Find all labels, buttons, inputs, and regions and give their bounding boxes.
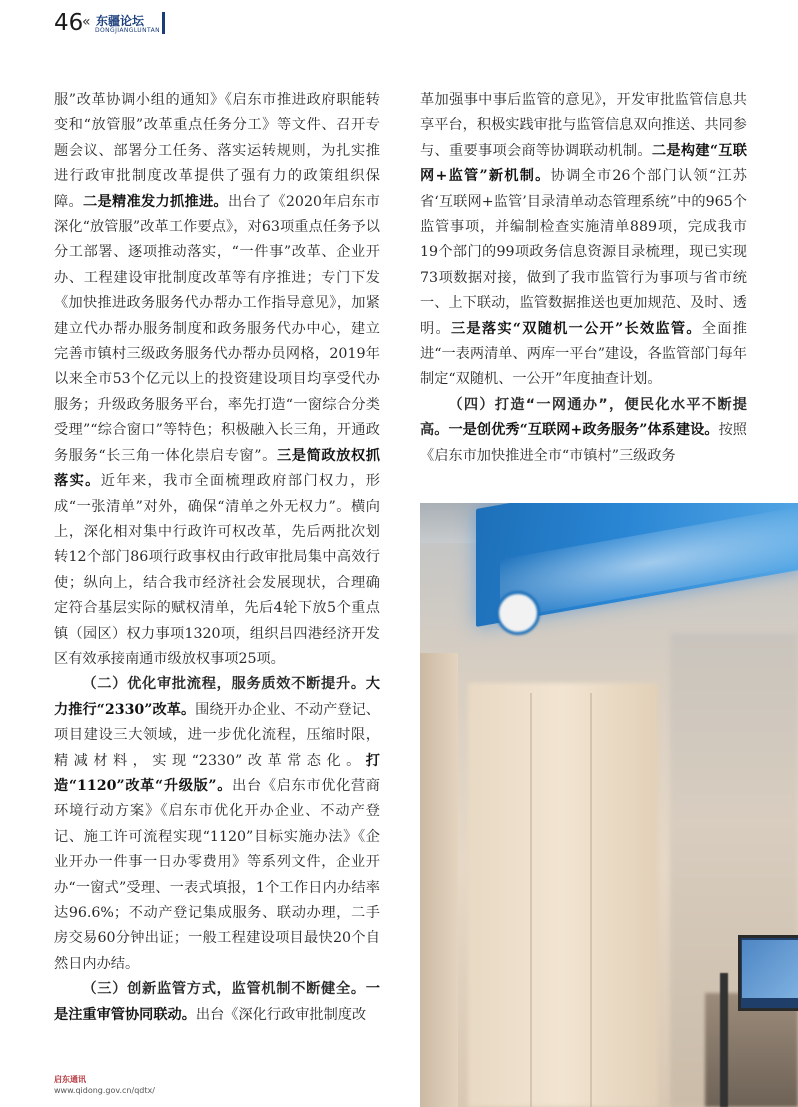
- section-heading: （三）创新监管方式，监管机制不断健全。: [82, 981, 366, 998]
- photo-sign-logo: [496, 591, 540, 635]
- photo-wood-wall: [468, 683, 658, 1107]
- header-divider: [162, 12, 165, 34]
- bold-subheading: 一是创优秀“互联网+政务服务”体系建设。: [448, 422, 719, 439]
- bold-subheading: 二是构建“互联网+监管”新机制。: [420, 142, 747, 185]
- article-right-column: [420, 88, 747, 469]
- bold-subheading: 大力推行“2330”改革。: [54, 676, 380, 718]
- text-run: 革加强事中事后监管的意见》，开发审批监管信息共享平台，积极实践审批与监管信息双向推送、共同参与、重要事项会商等协调联动机制。: [420, 92, 747, 159]
- photo-wall-seam: [530, 693, 532, 1107]
- text-run: 按照《启东市加快推进全市“市镇村”三级政务: [420, 422, 747, 464]
- footer-url: www.qidong.gov.cn/qdtx/: [54, 1086, 155, 1095]
- text-run: 出台《启东市优化营商环境行动方案》《启东市优化开办企业、不动产登记、施工许可流程实现“1120”目标实施办法》《企业开办一件事一日办零费用》等系列文件，企业开办“一窗式”受理、一表式填报，1个工作日内办结率达96.6%；不动产登记集成服务、联动办理，二手房交易60分钟出证；一般工程建设项目最快20个自然日内办结。: [54, 777, 380, 972]
- text-run: 出台《深化行政审批制度改: [195, 1006, 367, 1023]
- page-header: [0, 0, 798, 44]
- footer-brand: 启东通讯: [54, 1075, 86, 1084]
- text-run: 全面推进“一表两清单、两库一平台”建设，各监管部门每年制定“双随机、一公开”年度抽查计划。: [420, 320, 747, 388]
- section-heading: （二）优化审批流程，服务质效不断提升。: [82, 676, 366, 693]
- text-run: 近年来，我市全面梳理政府部门权力，形成“一张清单”对外，确保“清单之外无权力”。横向上，深化相对集中行政许可权改革，先后两批次划转12个部门86项行政事权由行政审批局集中高效行使；纵向上，结合我市经济社会发展现状，合理确定符合基层实际的赋权清单，先后4轮下放5个重点镇（园区）权力事项1320项，组织吕四港经济开发区有效承接南通市级放权事项25项。: [54, 473, 380, 667]
- text-run: 协调全市26个部门认领“江苏省‘互联网+监管’目录清单动态管理系统”中的965个监管事项，并编制检查实施清单889项，完成我市19个部门的99项政务信息资源目录梳理，现已实现73项数据对接，做到了我市监管行为事项与省市统一、上下联动，监管数据推送也更加规范、及时、透明。: [420, 168, 747, 337]
- page-number: 46: [54, 10, 84, 36]
- bold-subheading: 三是简政放权抓落实。: [54, 447, 380, 490]
- bold-subheading: 一是注重审管协同联动。: [54, 981, 380, 1023]
- text-run: 出台了《2020年启东市深化“放管服”改革工作要点》，对63项重点任务予以分工部署、逐项推动落实，“一件事”改革、企业开办、工程建设审批制度改革等有序推进；专门下发《加快推进政务服务代办帮办工作指导意见》，加紧建立代办帮办服务制度和政务服务代办中心，建立完善市镇村三级政务服务代办帮办员网格，2019年以来全市53个亿元以上的投资建设项目均享受代办服务；升级政务服务平台，率先打造“一窗综合分类受理”“综合窗口”等特色；积极融入长三角，开通政务服务“长三角一体化崇启专窗”。: [54, 193, 380, 464]
- photo-wall-seam: [590, 693, 592, 1107]
- bold-subheading: 三是落实“双随机一公开”长效监管。: [450, 320, 702, 337]
- column-name: 东疆论坛: [96, 14, 145, 28]
- text-run: 服”改革协调小组的通知》《启东市推进政府职能转变和“放管服”改革重点任务分工》等文件、召开专题会议、部署分工任务、落实运转规则，为扎实推进行政审批制度改革提供了强有力的政策组织保障。: [54, 92, 380, 210]
- service-hall-photo: [420, 503, 798, 1107]
- photo-stand: [720, 973, 728, 1107]
- paragraph: [420, 393, 747, 469]
- paragraph: [54, 977, 380, 1028]
- section-heading: （四）打造“一网通办”，便民化水平不断提高。: [420, 396, 747, 439]
- text-run: 围绕开办企业、不动产登记、项目建设三大领域，进一步优化流程，压缩时限，精减材料，实现“2330”改革常态化。: [54, 701, 380, 769]
- column-name-pinyin: DONGJIANGLUNTAN: [95, 27, 160, 34]
- photo-pillar: [420, 653, 458, 1107]
- paragraph: [54, 88, 380, 672]
- photo-monitor-screen: [742, 940, 798, 998]
- paragraph: [420, 88, 747, 393]
- bold-subheading: 打造“1120”改革“升级版”。: [54, 752, 380, 794]
- bold-subheading: 二是精准发力抓推进。: [83, 193, 228, 210]
- article-left-column: [54, 88, 380, 1028]
- paragraph: [54, 672, 380, 977]
- page-number-arrow: «: [82, 14, 91, 30]
